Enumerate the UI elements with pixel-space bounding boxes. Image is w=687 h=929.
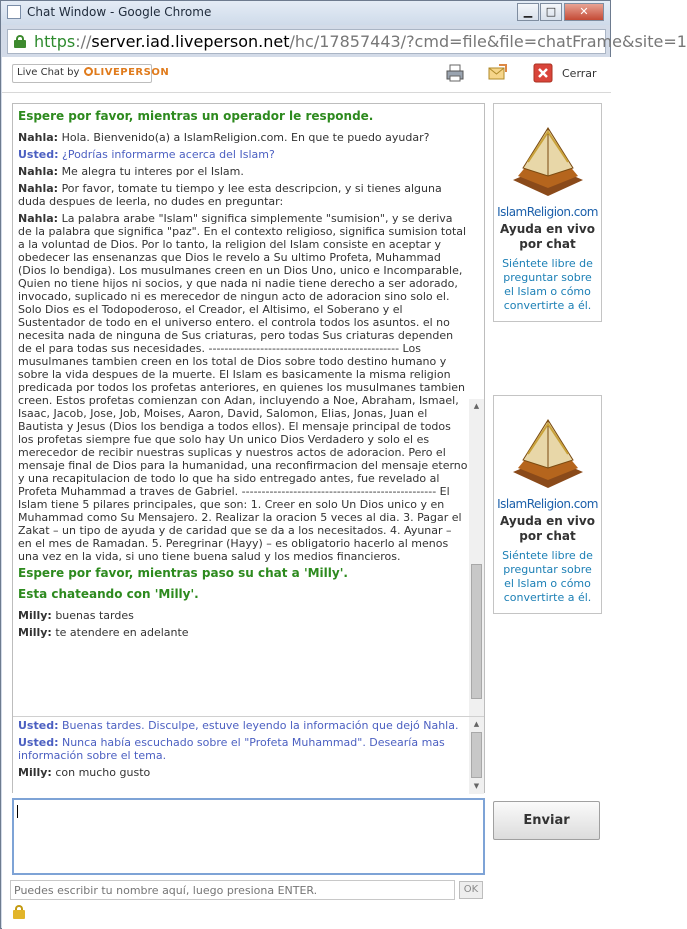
maximize-button[interactable]: □ [540, 3, 562, 21]
send-button[interactable]: Enviar [493, 801, 600, 840]
scroll-up-arrow-icon[interactable]: ▲ [473, 720, 480, 728]
message-text: Esta chateando con 'Milly'. [18, 587, 199, 601]
chat-message [18, 626, 468, 639]
chat-window-icon [7, 5, 21, 19]
chat-message [18, 766, 468, 779]
message-text: Espere por favor, mientras un operador le responde. [18, 109, 374, 123]
ad-description: Siéntete libre de preguntar sobre el Islam o cómo convertirte a él. [502, 257, 593, 312]
sender-name: Nahla: [18, 182, 59, 195]
address-bar[interactable] [7, 29, 687, 54]
sender-name: Milly: [18, 609, 52, 622]
sender-name: Usted: [18, 719, 59, 732]
ad-brand: IslamReligion.com [497, 497, 598, 511]
message-text: La palabra arabe "Islam" significa simplemente "sumision", y se deriva de la palabra que significa "paz". En el contexto religioso, significa sumision total a la voluntad de Dios. Por lo tanto, la religion del Islam consiste en aceptar y obedecer las ensenanzas que Dios le revelo a Su ultimo Profeta, Muhammad (Dios lo bendiga). Los musulmanes creen en un Dios Uno, unico e Incomparable, Quien no tiene hijos ni socios, y que nada ni nadie tiene derecho a ser adorado, invocado, suplicado ni es merecedor de ningun acto de adoracion sino solo el. Solo Dios es el Todopoderoso, el Creador, el Altisimo, el Soberano y el Sustentador de todo en el universo entero. el controla todos los asuntos. el no necesita nada de ninguna de Sus criaturas, pero todas Sus criaturas dependen de el para todas sus necesidades. ------------------------------------------------ Los musulmanes tambien creen en los total de Dios sobre todo destino humano y sobre la vida despues de la muerte. El Islam es basicamente la misma religion predicada por todos los profetas anteriores, en quienes los musulmanes tambien creen. Estos profetas comienzan con Adan, incluyendo a Noe, Abraham, Ismael, Isaac, Jacob, Jose, Job, Moises, Aaron, David, Salomon, Elias, Jonas, Juan el Bautista y Jesus (Dios los bendiga a todos ellos). El mensaje principal de todos los profetas siempre fue que solo hay Un unico Dios Verdadero y solo el es merecedor de recibir nuestras suplicas y nuestros actos de adoracion. Pero el mensaje final de Dios para la humanidad, una reconfirmacion del mensaje eterno y una recapitulacion de todo lo que ha sido entregado antes, fue revelado al Profeta Muhammad a traves de Gabriel. ------------------------------------------------- El Islam tiene 5 pilares principales, que son: 1. Creer en solo Un Dios unico y en Muhammad como Su Mensajero. 2. Realizar la oracion 5 veces al dia. 3. Pagar el Zakat – un tipo de ayuda y de caridad que se da a los necesitados. 4. Ayunar – en el mes de Ramadan. 5. Peregrinar (Hayy) – es obligatorio hacerlo al menos una vez en la vida, si uno tiene buena salud y los medios financieros. [18, 212, 468, 563]
message-text: buenas tardes [55, 609, 134, 622]
minimize-button[interactable]: ▁ [517, 3, 539, 21]
secure-lock-icon [14, 35, 26, 47]
close-chat-label[interactable]: Cerrar [562, 67, 597, 80]
recent-messages-panel [13, 716, 484, 793]
message-text: Buenas tardes. Disculpe, estuve leyendo la información que dejó Nahla. [61, 719, 459, 732]
sender-name: Milly: [18, 766, 52, 779]
print-icon[interactable] [445, 63, 465, 83]
scrollbar-thumb[interactable] [471, 732, 482, 778]
ad-brand: IslamReligion.com [497, 205, 598, 219]
sender-name: Milly: [18, 626, 52, 639]
liveperson-badge[interactable]: Live Chat by LIVEPERSON [12, 64, 152, 83]
sender-name: Nahla: [18, 212, 59, 225]
sender-name: Usted: [18, 736, 59, 749]
window-title: Chat Window - Google Chrome [27, 5, 212, 19]
message-text: Hola. Bienvenido(a) a IslamReligion.com. En que te puedo ayudar? [61, 131, 430, 144]
quran-on-stand-icon [503, 402, 593, 494]
message-text: Nunca había escuchado sobre el "Profeta Muhammad". Desearía mas información sobre el tema. [18, 736, 445, 762]
ad-description: Siéntete libre de preguntar sobre el Islam o cómo convertirte a él. [502, 549, 593, 604]
chat-message [18, 182, 468, 208]
chat-toolbar [2, 57, 611, 93]
message-text: Me alegra tu interes por el Islam. [61, 165, 244, 178]
message-text: Espere por favor, mientras paso su chat a 'Milly'. [18, 566, 348, 580]
quran-on-stand-icon [503, 110, 593, 202]
sender-name: Nahla: [18, 131, 59, 144]
chat-message [18, 148, 468, 161]
chat-ad-banner-bottom[interactable] [493, 395, 602, 614]
close-window-button[interactable]: ✕ [564, 3, 604, 21]
title-bar [1, 1, 610, 25]
chat-message [18, 609, 468, 622]
url-text[interactable]: https://server.iad.liveperson.net/hc/17857443/?cmd=file&file=chatFrame&site=1 [34, 32, 687, 51]
ad-title: Ayuda en vivo por chat [500, 222, 595, 251]
chat-transcript[interactable] [12, 103, 485, 793]
system-message [18, 588, 468, 601]
chat-message [18, 736, 468, 762]
text-caret [17, 805, 18, 818]
chat-message [18, 719, 468, 732]
chat-message [18, 212, 468, 563]
message-text: te atendere en adelante [55, 626, 189, 639]
message-input[interactable] [12, 798, 485, 875]
system-message [18, 110, 468, 123]
liveperson-logo-icon [84, 67, 93, 76]
close-icon[interactable] [533, 63, 553, 83]
secure-connection-lock-icon [13, 905, 25, 919]
scroll-down-arrow-icon[interactable]: ▼ [473, 782, 480, 790]
ok-button[interactable]: OK [459, 881, 483, 899]
message-text: ¿Podrías informarme acerca del Islam? [61, 148, 275, 161]
scroll-up-arrow-icon[interactable]: ▲ [473, 402, 480, 410]
chat-message [18, 131, 468, 144]
scrollbar-thumb[interactable] [471, 564, 482, 699]
recent-messages-scrollbar[interactable] [469, 717, 484, 794]
sender-name: Nahla: [18, 165, 59, 178]
message-text: Por favor, tomate tu tiempo y lee esta descripcion, y si tienes alguna duda despues de leerla, no dudes en preguntar: [18, 182, 442, 208]
chat-message [18, 165, 468, 178]
message-text: con mucho gusto [55, 766, 151, 779]
chat-page [2, 57, 611, 929]
sender-name: Usted: [18, 148, 59, 161]
ad-title: Ayuda en vivo por chat [500, 514, 595, 543]
system-message [18, 567, 468, 580]
name-input[interactable] [10, 880, 455, 900]
chat-ad-banner-top[interactable] [493, 103, 602, 322]
email-transcript-icon[interactable] [488, 63, 508, 83]
